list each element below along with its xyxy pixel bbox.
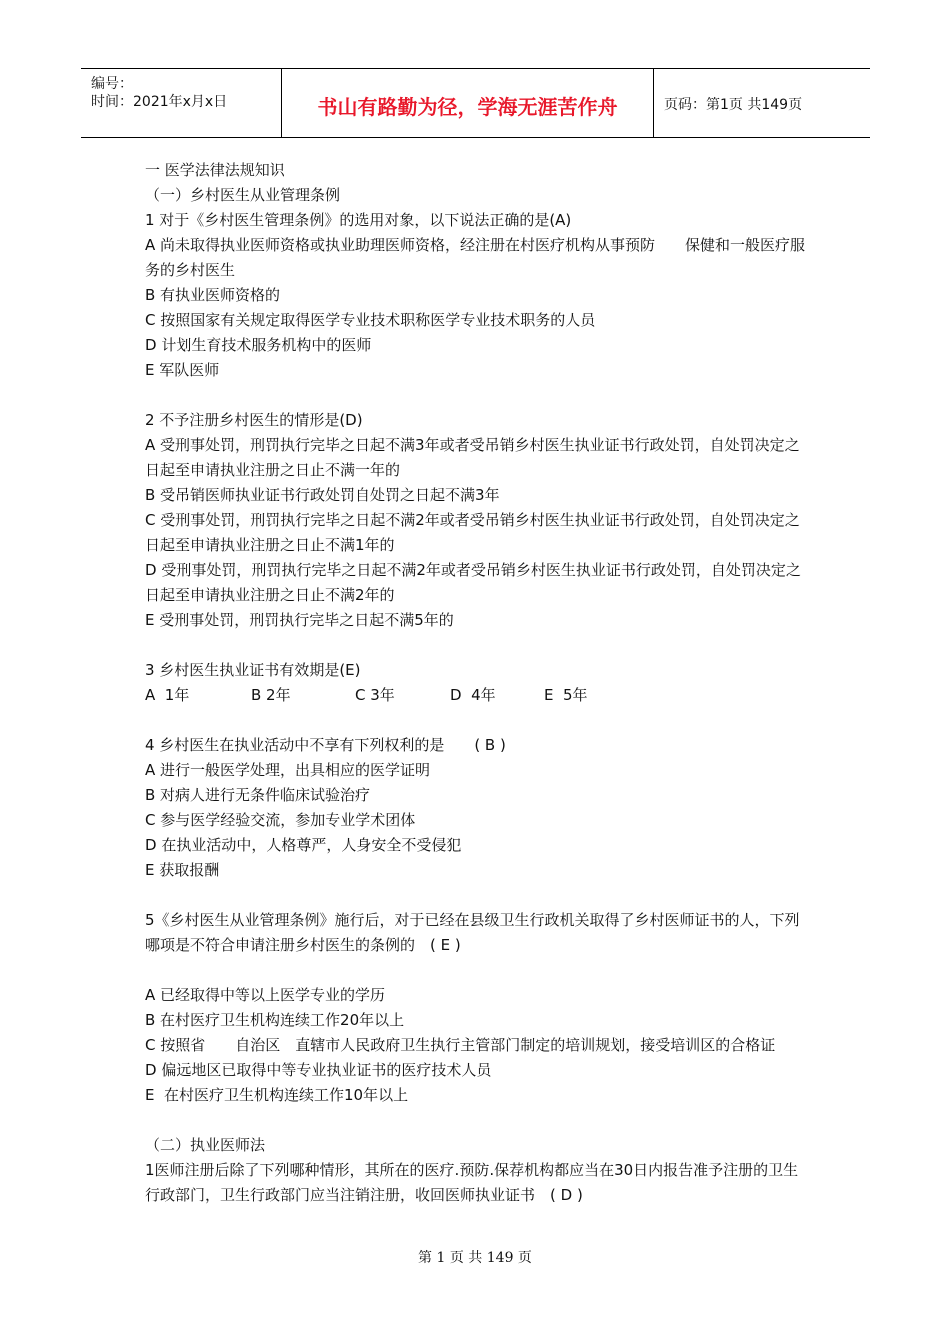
option-b: B 2年 xyxy=(251,686,291,704)
time-label: 时间：2021年x月x日 xyxy=(91,94,228,110)
code-label: 编号： xyxy=(91,76,133,92)
option-e: E 军队医师 xyxy=(145,361,220,379)
option-b: B 在村医疗卫生机构连续工作20年以上 xyxy=(145,1011,405,1029)
question-stem: 5《乡村医生从业管理条例》施行后，对于已经在县级卫生行政机关取得了乡村医师证书的人，下列哪项是不符合申请注册乡村医生的条例的 ( E ) xyxy=(145,911,800,954)
option-e: E 在村医疗卫生机构连续工作10年以上 xyxy=(145,1086,409,1104)
spacer xyxy=(145,958,810,983)
page-header xyxy=(81,68,870,138)
option-a: A 进行一般医学处理，出具相应的医学证明 xyxy=(145,761,431,779)
section-title: 一 医学法律法规知识 xyxy=(145,161,285,179)
page-footer: 第 1 页 共 149 页 xyxy=(418,1250,532,1266)
option-d: D 在执业活动中，人格尊严，人身安全不受侵犯 xyxy=(145,836,462,854)
subsection-title: （二）执业医师法 xyxy=(145,1136,266,1154)
inline-options xyxy=(145,683,810,708)
header-page-cell xyxy=(654,69,870,137)
page-info: 页码：第1页 共149页 xyxy=(664,97,803,113)
question-stem: 3 乡村医生执业证书有效期是(E) xyxy=(145,661,361,679)
spacer xyxy=(145,708,810,733)
spacer xyxy=(145,883,810,908)
option-c: C 按照省 自治区 直辖市人民政府卫生执行主管部门制定的培训规划，接受培训区的合格证 xyxy=(145,1036,776,1054)
option-c: C 参与医学经验交流，参加专业学术团体 xyxy=(145,811,416,829)
option-b: B 受吊销医师执业证书行政处罚自处罚之日起不满3年 xyxy=(145,486,500,504)
subsection-title: （一）乡村医生从业管理条例 xyxy=(145,186,341,204)
spacer xyxy=(145,383,810,408)
option-d: D 4年 xyxy=(450,686,496,704)
option-a: A 已经取得中等以上医学专业的学历 xyxy=(145,986,386,1004)
option-b: B 有执业医师资格的 xyxy=(145,286,281,304)
option-e: E 获取报酬 xyxy=(145,861,220,879)
spacer xyxy=(145,633,810,658)
document-body xyxy=(145,158,810,1208)
option-b: B 对病人进行无条件临床试验治疗 xyxy=(145,786,371,804)
header-left-cell xyxy=(81,69,282,137)
spacer xyxy=(145,1108,810,1133)
option-c: C 3年 xyxy=(355,686,395,704)
header-motto-cell xyxy=(282,69,654,137)
motto-text: 书山有路勤为径，学海无涯苦作舟 xyxy=(317,95,618,119)
question-stem: 1医师注册后除了下列哪种情形，其所在的医疗.预防.保荐机构都应当在30日内报告准予注册的卫生行政部门，卫生行政部门应当注销注册，收回医师执业证书 ( D ) xyxy=(145,1161,799,1204)
option-a: A 受刑事处罚，刑罚执行完毕之日起不满3年或者受吊销乡村医生执业证书行政处罚，自处罚决定之日起至申请执业注册之日止不满一年的 xyxy=(145,436,800,479)
question-stem: 1 对于《乡村医生管理条例》的选用对象，以下说法正确的是(A) xyxy=(145,211,572,229)
question-stem: 2 不予注册乡村医生的情形是(D) xyxy=(145,411,363,429)
option-c: C 按照国家有关规定取得医学专业技术职称医学专业技术职务的人员 xyxy=(145,311,596,329)
option-c: C 受刑事处罚，刑罚执行完毕之日起不满2年或者受吊销乡村医生执业证书行政处罚，自处罚决定之日起至申请执业注册之日止不满1年的 xyxy=(145,511,800,554)
option-a: A 尚未取得执业医师资格或执业助理医师资格，经注册在村医疗机构从事预防 保健和一般医疗服务的乡村医生 xyxy=(145,236,806,279)
option-e: E 5年 xyxy=(544,686,588,704)
option-d: D 受刑事处罚，刑罚执行完毕之日起不满2年或者受吊销乡村医生执业证书行政处罚，自处罚决定之日起至申请执业注册之日止不满2年的 xyxy=(145,561,801,604)
option-e: E 受刑事处罚，刑罚执行完毕之日起不满5年的 xyxy=(145,611,454,629)
option-a: A 1年 xyxy=(145,686,190,704)
question-stem: 4 乡村医生在执业活动中不享有下列权利的是 ( B ) xyxy=(145,736,506,754)
option-d: D 计划生育技术服务机构中的医师 xyxy=(145,336,372,354)
option-d: D 偏远地区已取得中等专业执业证书的医疗技术人员 xyxy=(145,1061,492,1079)
